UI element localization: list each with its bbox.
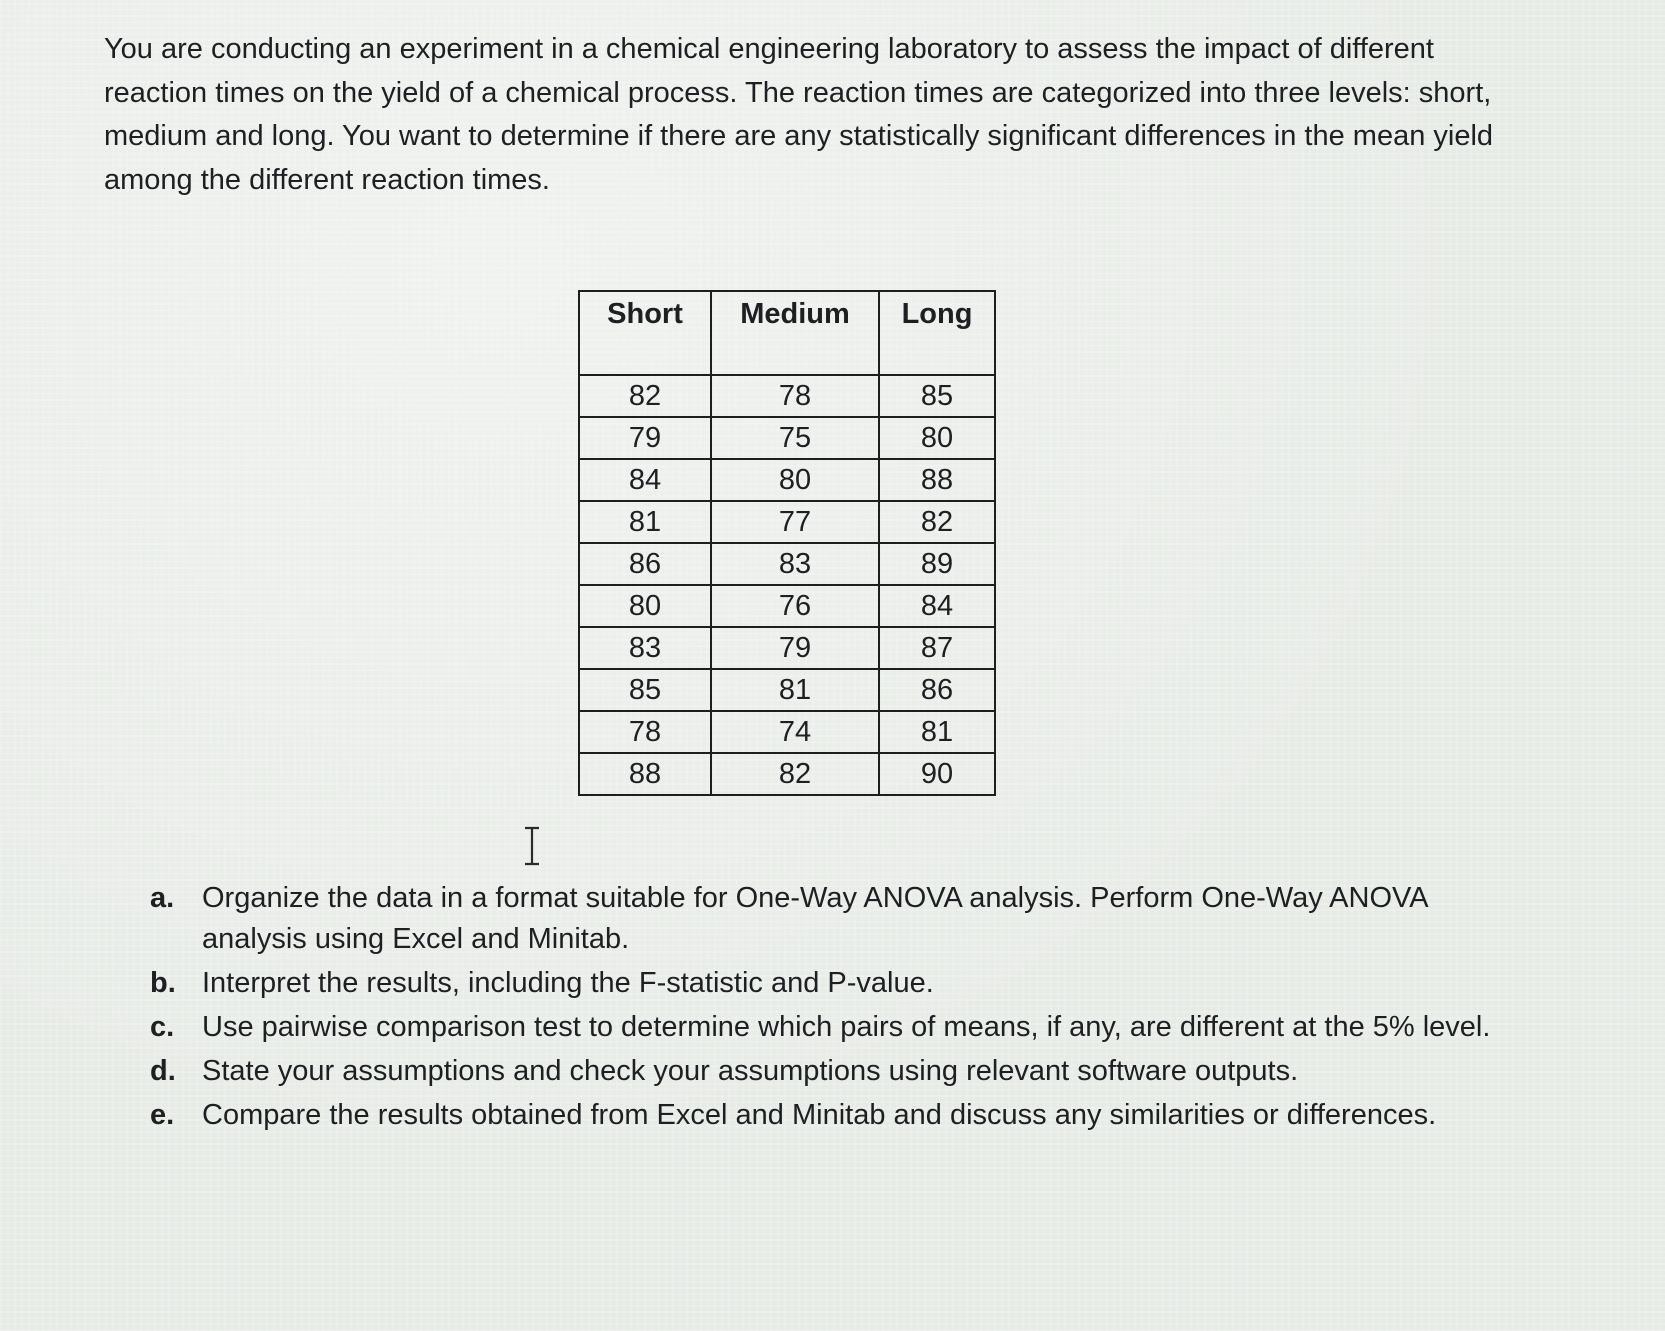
text-cursor-icon: [521, 826, 543, 866]
cell-short: 84: [579, 459, 711, 501]
cell-long: 85: [879, 375, 995, 417]
cell-medium: 81: [711, 669, 879, 711]
item-text: State your assumptions and check your assumptions using relevant software outputs.: [202, 1055, 1299, 1087]
table-row: [579, 753, 995, 795]
intro-paragraph: You are conducting an experiment in a chemical engineering laboratory to assess the impact of different reaction times on the yield of a chemical process. The reaction times are categorized into three levels: short, medium and long. You want to determine if there are any statistically significant differences in the mean yield among the different reaction times.: [104, 33, 1494, 196]
cell-short: 82: [579, 375, 711, 417]
table-row: [579, 711, 995, 753]
table-row: [579, 585, 995, 627]
cell-long: 90: [879, 753, 995, 795]
list-item: [140, 1051, 1500, 1092]
cell-long: 88: [879, 459, 995, 501]
list-item: [140, 1095, 1500, 1136]
cell-medium: 77: [711, 501, 879, 543]
cell-long: 84: [879, 585, 995, 627]
cell-short: 81: [579, 501, 711, 543]
item-text: Compare the results obtained from Excel and Minitab and discuss any similarities or differences.: [202, 1099, 1437, 1131]
cell-medium: 82: [711, 753, 879, 795]
item-text: Interpret the results, including the F-statistic and P-value.: [202, 967, 934, 999]
table-row: [579, 627, 995, 669]
cell-short: 88: [579, 753, 711, 795]
cell-short: 85: [579, 669, 711, 711]
item-text: Use pairwise comparison test to determine which pairs of means, if any, are different at the 5% level.: [202, 1011, 1491, 1043]
cell-short: 79: [579, 417, 711, 459]
cell-long: 89: [879, 543, 995, 585]
table-header-row: [579, 291, 995, 375]
list-item: [140, 878, 1500, 960]
cell-medium: 78: [711, 375, 879, 417]
list-item: [140, 963, 1500, 1004]
table-row: [579, 501, 995, 543]
header-long: Long: [879, 291, 995, 375]
item-marker: c.: [150, 1011, 175, 1043]
cell-long: 86: [879, 669, 995, 711]
yield-data-table: [578, 290, 996, 796]
table-row: [579, 669, 995, 711]
cell-short: 86: [579, 543, 711, 585]
list-item: [140, 1007, 1500, 1048]
item-marker: e.: [150, 1099, 175, 1131]
header-medium: Medium: [711, 291, 879, 375]
item-text: Organize the data in a format suitable for One-Way ANOVA analysis. Perform One-Way ANOVA analysis using Excel and Minitab.: [202, 882, 1427, 955]
item-marker: a.: [150, 882, 175, 914]
cell-long: 82: [879, 501, 995, 543]
table-row: [579, 459, 995, 501]
cell-short: 80: [579, 585, 711, 627]
item-marker: b.: [150, 967, 176, 999]
cell-long: 87: [879, 627, 995, 669]
cell-medium: 80: [711, 459, 879, 501]
header-short: Short: [579, 291, 711, 375]
cell-medium: 75: [711, 417, 879, 459]
cell-short: 78: [579, 711, 711, 753]
cell-short: 83: [579, 627, 711, 669]
cell-medium: 83: [711, 543, 879, 585]
cell-medium: 74: [711, 711, 879, 753]
table-row: [579, 417, 995, 459]
table-row: [579, 375, 995, 417]
cell-long: 81: [879, 711, 995, 753]
cell-medium: 76: [711, 585, 879, 627]
table-row: [579, 543, 995, 585]
cell-long: 80: [879, 417, 995, 459]
question-list: [140, 878, 1500, 1139]
cell-medium: 79: [711, 627, 879, 669]
item-marker: d.: [150, 1055, 176, 1087]
